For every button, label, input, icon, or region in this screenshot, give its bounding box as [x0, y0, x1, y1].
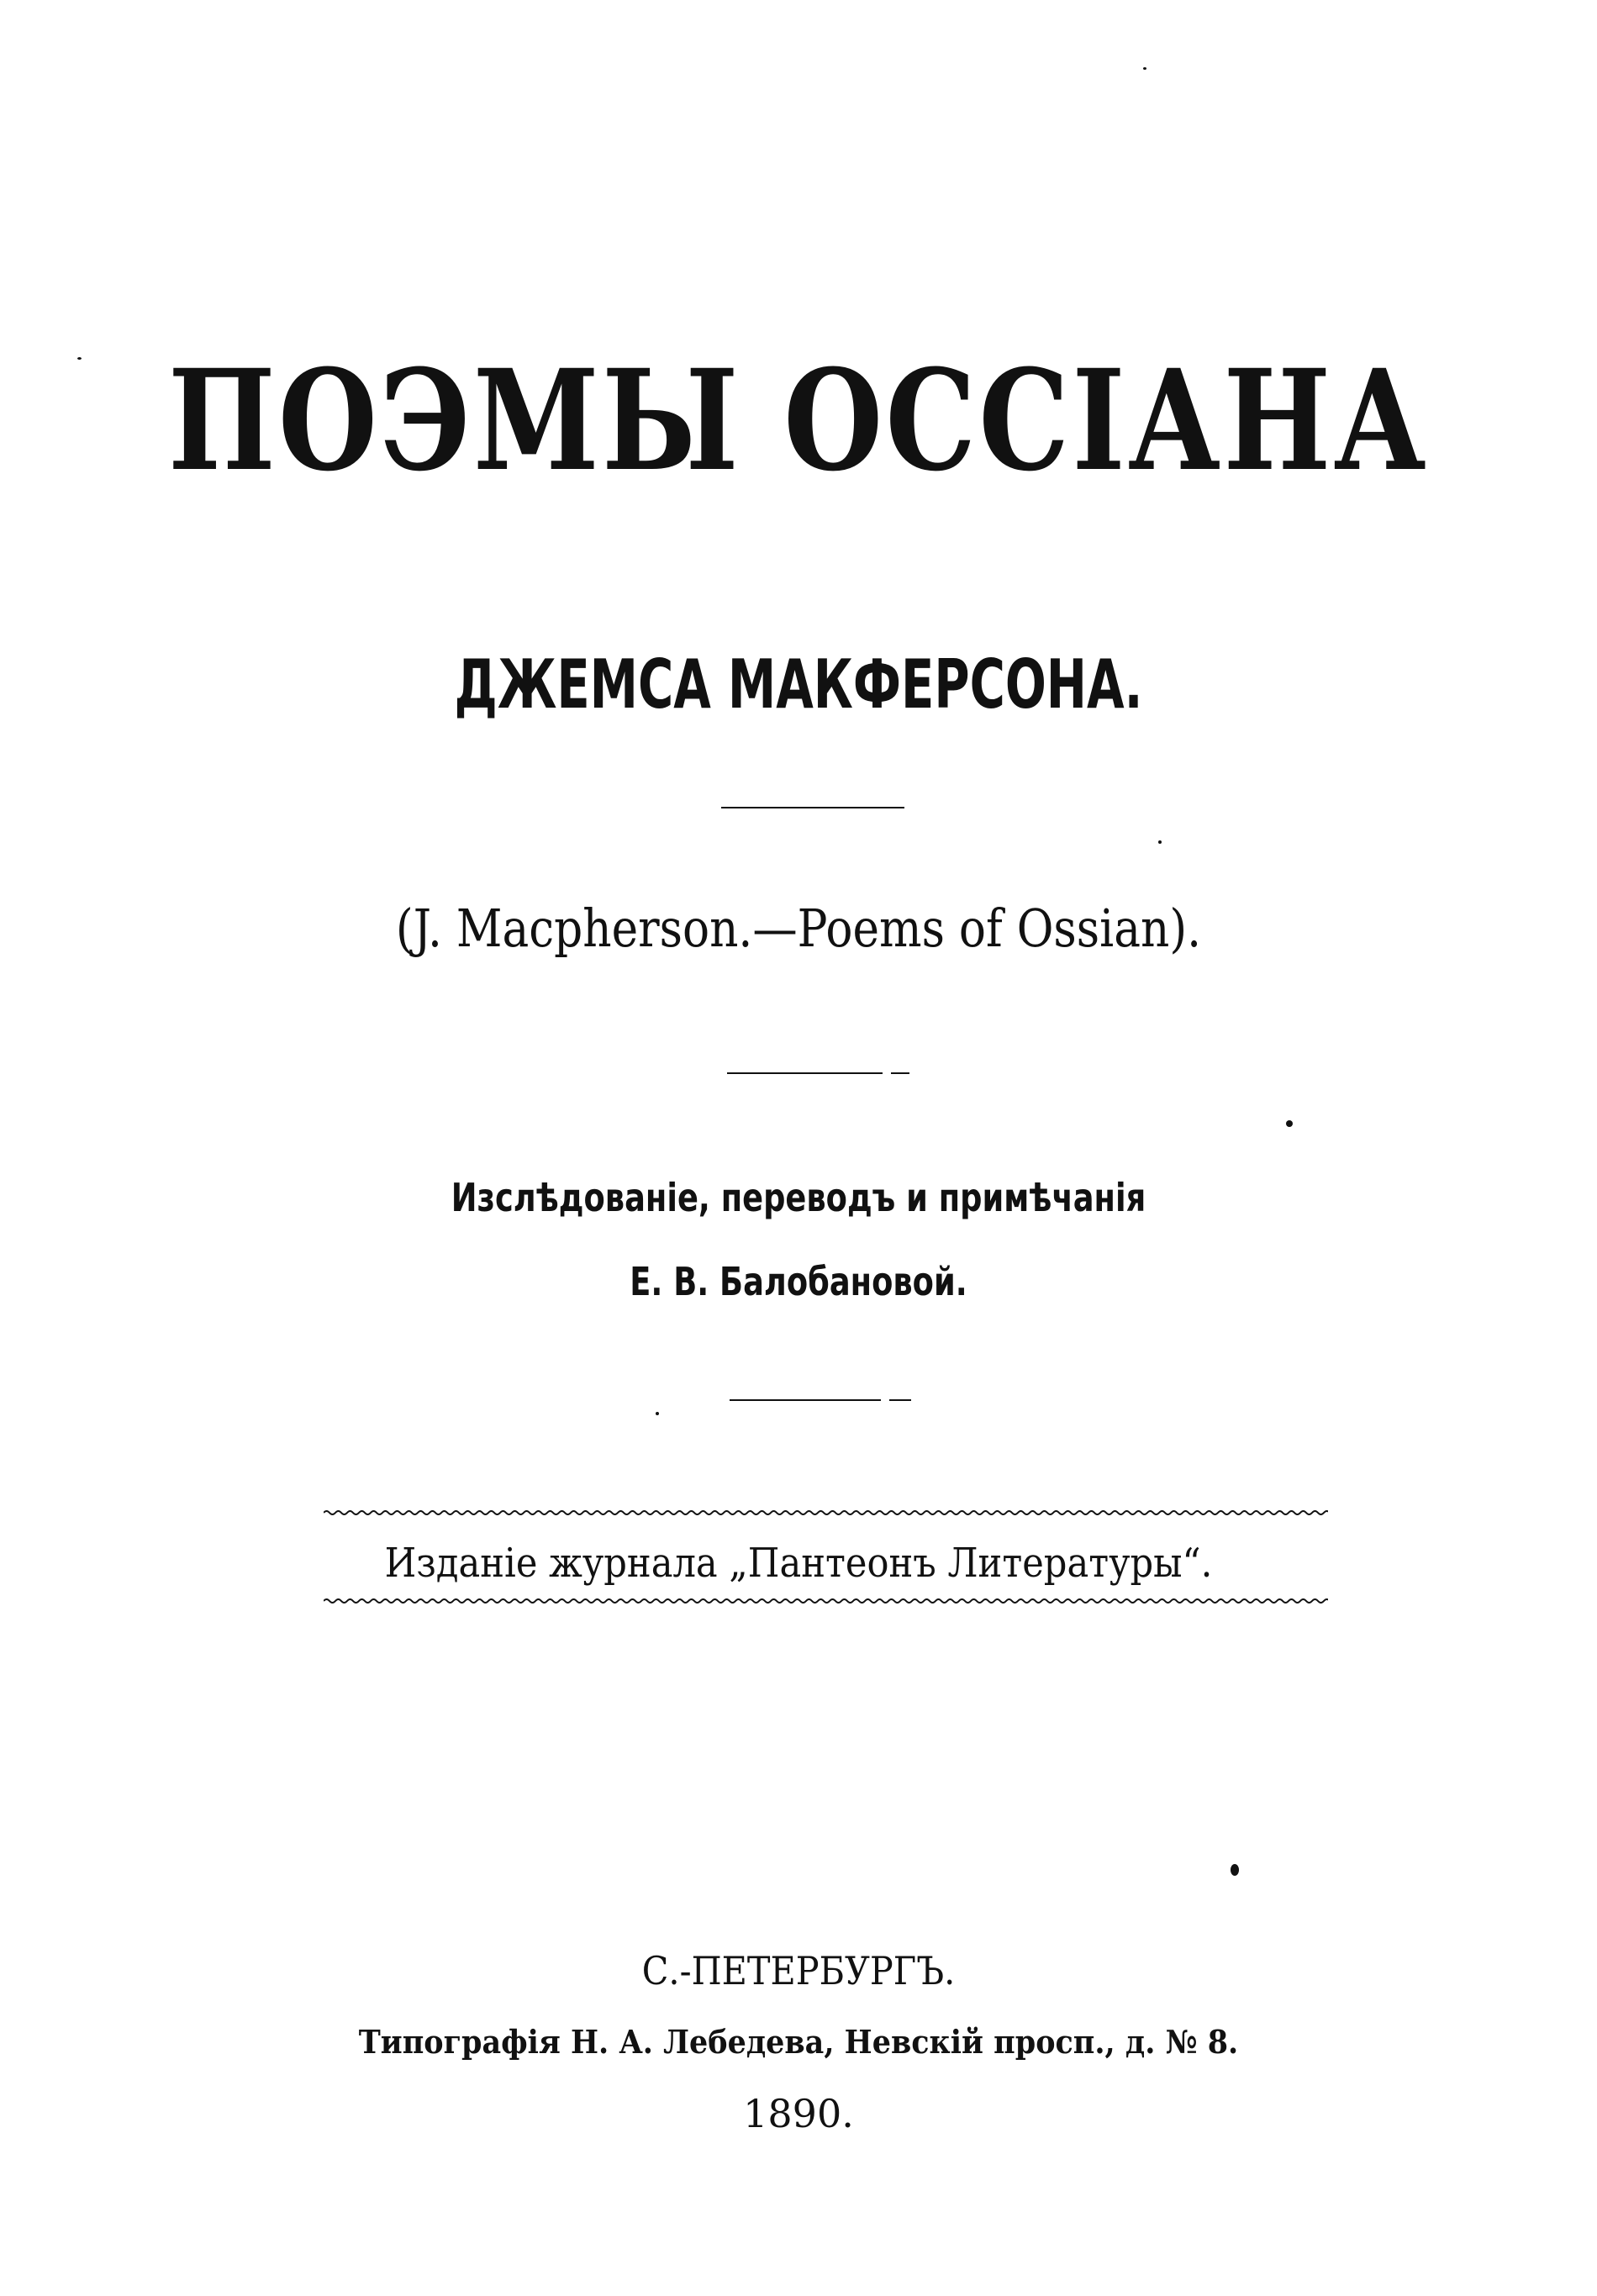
imprint-year: 1890. [743, 2091, 854, 2136]
divider-rule-segment [891, 1072, 909, 1074]
original-title: (J. Macpherson.—Poems of Ossian). [395, 898, 1202, 959]
translator-name: Е. В. Балобановой. [630, 1259, 967, 1304]
print-speck [1143, 67, 1146, 70]
divider-rule [721, 807, 904, 808]
credits-line: Изслѣдованіе, переводъ и примѣчанія [451, 1175, 1146, 1220]
wavy-rule-top [324, 1507, 1328, 1519]
divider-rule-segment [889, 1399, 911, 1401]
print-speck [1231, 1864, 1239, 1876]
print-speck [1286, 1120, 1293, 1127]
divider-rule [730, 1399, 881, 1401]
imprint-city: С.-ПЕТЕРБУРГЪ. [641, 1948, 956, 1993]
print-speck [77, 357, 82, 360]
publisher-line: Изданіе журнала „Пантеонъ Литературы“. [384, 1540, 1213, 1587]
print-speck [656, 1412, 659, 1415]
book-title: ПОЭМЫ ОССІАНА [167, 339, 1430, 502]
author-name: ДЖЕМСА МАКФЕРСОНА. [454, 645, 1143, 724]
print-speck [1158, 840, 1162, 844]
divider-rule [727, 1072, 883, 1074]
imprint-printer: Типографія Н. А. Лебедева, Невскій просп., д. № 8. [358, 2023, 1239, 2061]
wavy-rule-bottom [324, 1595, 1328, 1607]
